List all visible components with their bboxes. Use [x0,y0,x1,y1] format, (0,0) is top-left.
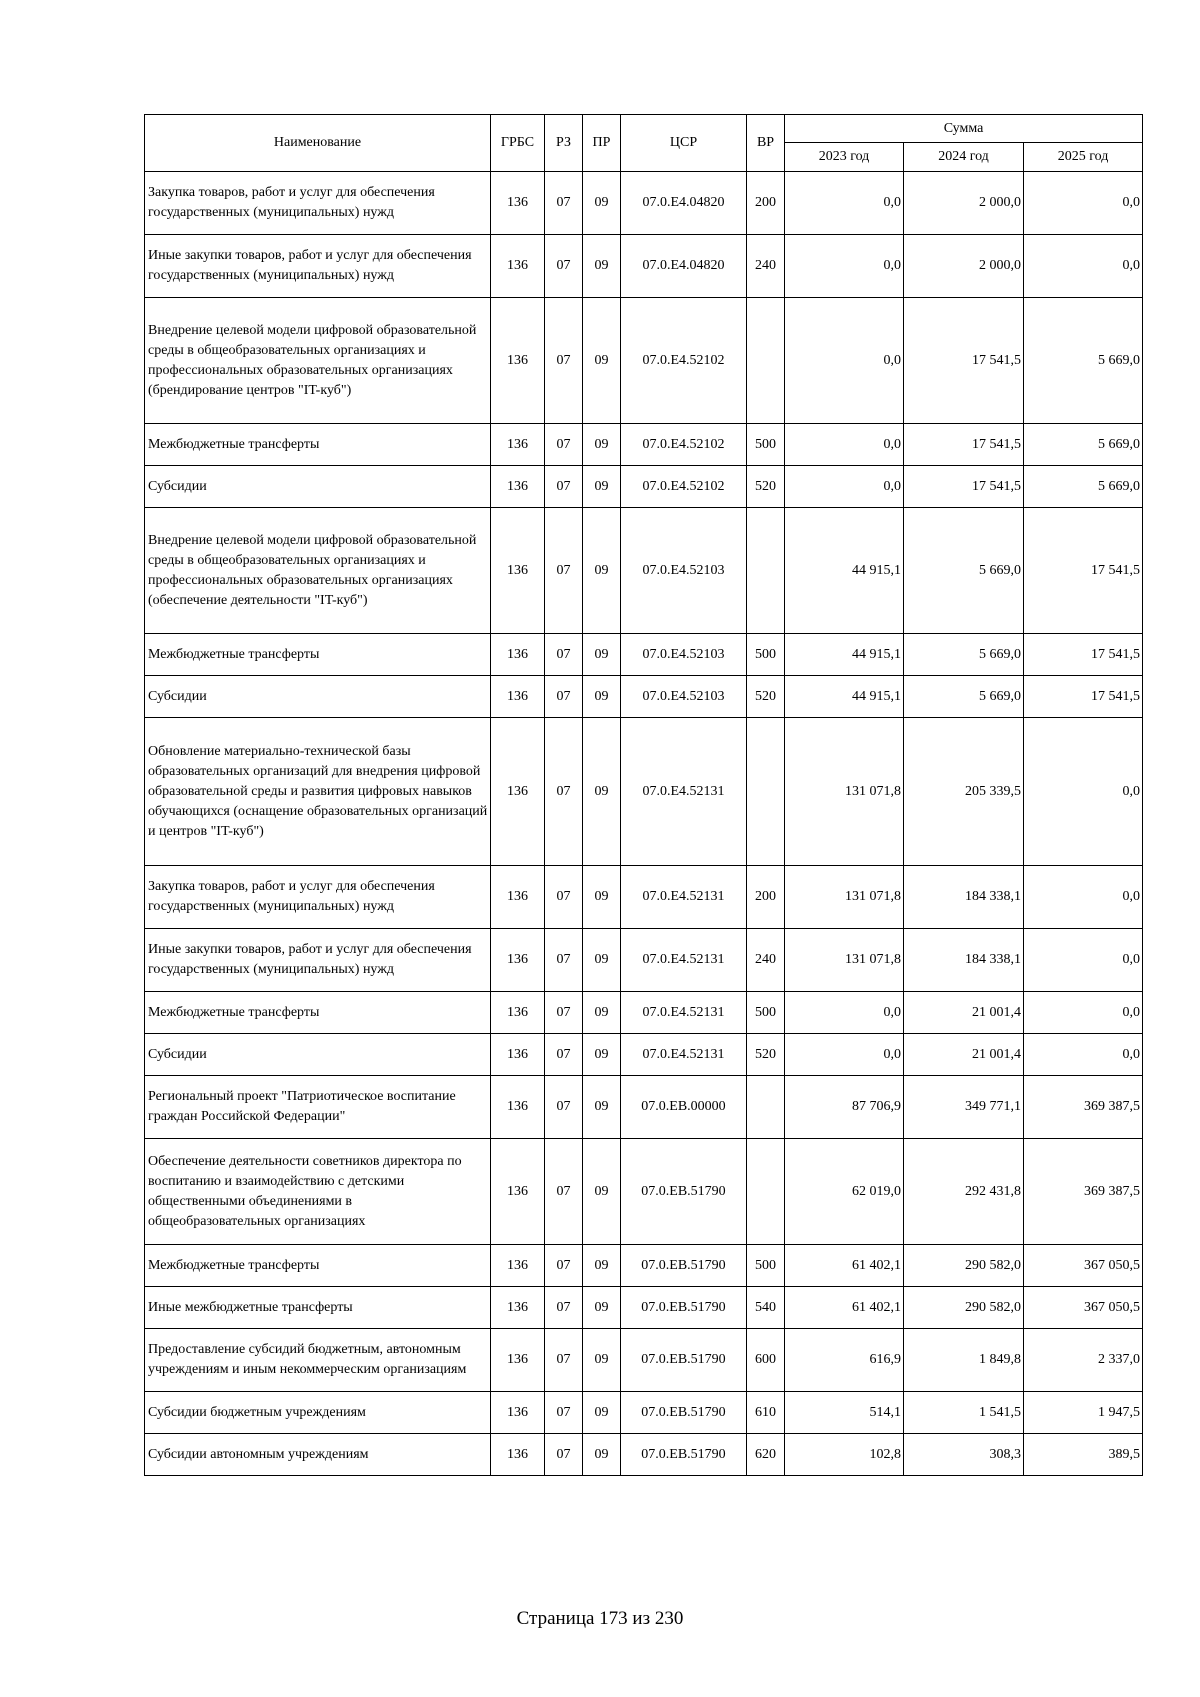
cell-amount-2024: 21 001,4 [904,992,1024,1034]
cell-amount-2023: 0,0 [785,298,904,424]
cell-amount-2023: 0,0 [785,235,904,298]
table-row [145,298,1143,424]
cell-amount-2024: 1 541,5 [904,1392,1024,1434]
cell-name: Внедрение целевой модели цифровой образовательной среды в общеобразовательных организациях и профессиональных образовательных организациях (брендирование центров "IT-куб") [145,298,491,424]
cell-rz: 07 [545,1287,583,1329]
table-row [145,235,1143,298]
table-row [145,1245,1143,1287]
cell-rz: 07 [545,235,583,298]
cell-csr: 07.0.EB.51790 [621,1287,747,1329]
cell-pr: 09 [583,1392,621,1434]
header-pr: ПР [583,115,621,172]
cell-amount-2024: 290 582,0 [904,1245,1024,1287]
budget-table [144,114,1143,1476]
cell-rz: 07 [545,1245,583,1287]
cell-grbs: 136 [491,1139,545,1245]
cell-grbs: 136 [491,1287,545,1329]
table-row [145,866,1143,929]
cell-amount-2025: 0,0 [1024,235,1143,298]
cell-vr: 610 [747,1392,785,1434]
cell-grbs: 136 [491,1076,545,1139]
cell-amount-2025: 0,0 [1024,172,1143,235]
cell-vr: 240 [747,929,785,992]
cell-name: Субсидии [145,1034,491,1076]
cell-amount-2025: 369 387,5 [1024,1076,1143,1139]
cell-amount-2025: 367 050,5 [1024,1287,1143,1329]
cell-rz: 07 [545,424,583,466]
cell-amount-2023: 61 402,1 [785,1287,904,1329]
cell-name: Иные закупки товаров, работ и услуг для обеспечения государственных (муниципальных) нужд [145,235,491,298]
cell-vr: 500 [747,424,785,466]
table-row [145,1076,1143,1139]
cell-vr: 500 [747,992,785,1034]
header-name: Наименование [145,115,491,172]
cell-amount-2025: 0,0 [1024,718,1143,866]
cell-grbs: 136 [491,235,545,298]
cell-pr: 09 [583,1329,621,1392]
table-row [145,466,1143,508]
cell-csr: 07.0.E4.52131 [621,1034,747,1076]
table-row [145,424,1143,466]
cell-name: Внедрение целевой модели цифровой образовательной среды в общеобразовательных организациях и профессиональных образовательных организациях (обеспечение деятельности "IT-куб") [145,508,491,634]
table-row [145,172,1143,235]
cell-vr [747,718,785,866]
cell-amount-2025: 367 050,5 [1024,1245,1143,1287]
table-row [145,1034,1143,1076]
cell-amount-2025: 5 669,0 [1024,424,1143,466]
cell-amount-2024: 184 338,1 [904,866,1024,929]
cell-rz: 07 [545,1392,583,1434]
header-year-2025: 2025 год [1024,143,1143,172]
cell-amount-2024: 1 849,8 [904,1329,1024,1392]
cell-vr: 520 [747,1034,785,1076]
cell-name: Иные закупки товаров, работ и услуг для обеспечения государственных (муниципальных) нужд [145,929,491,992]
cell-vr: 500 [747,634,785,676]
cell-name: Субсидии автономным учреждениям [145,1434,491,1476]
cell-name: Межбюджетные трансферты [145,424,491,466]
page-number: Страница 173 из 230 [516,1608,684,1629]
cell-name: Субсидии [145,676,491,718]
table-row [145,1139,1143,1245]
cell-csr: 07.0.E4.04820 [621,235,747,298]
cell-name: Обеспечение деятельности советников директора по воспитанию и взаимодействию с детскими общественными объединениями в общеобразовательных организациях [145,1139,491,1245]
cell-vr: 240 [747,235,785,298]
header-row-top [145,115,1143,143]
cell-amount-2023: 102,8 [785,1434,904,1476]
cell-pr: 09 [583,1245,621,1287]
cell-amount-2023: 0,0 [785,992,904,1034]
cell-pr: 09 [583,508,621,634]
cell-grbs: 136 [491,1329,545,1392]
cell-amount-2024: 292 431,8 [904,1139,1024,1245]
cell-rz: 07 [545,172,583,235]
cell-csr: 07.0.EB.51790 [621,1329,747,1392]
cell-amount-2023: 87 706,9 [785,1076,904,1139]
cell-rz: 07 [545,929,583,992]
cell-vr [747,298,785,424]
cell-amount-2023: 131 071,8 [785,718,904,866]
cell-csr: 07.0.E4.52102 [621,466,747,508]
cell-rz: 07 [545,866,583,929]
cell-amount-2023: 0,0 [785,424,904,466]
cell-name: Межбюджетные трансферты [145,1245,491,1287]
cell-name: Закупка товаров, работ и услуг для обеспечения государственных (муниципальных) нужд [145,172,491,235]
cell-amount-2025: 17 541,5 [1024,634,1143,676]
cell-amount-2023: 0,0 [785,1034,904,1076]
cell-grbs: 136 [491,508,545,634]
cell-grbs: 136 [491,676,545,718]
cell-amount-2023: 131 071,8 [785,929,904,992]
cell-amount-2025: 0,0 [1024,866,1143,929]
cell-csr: 07.0.E4.52131 [621,718,747,866]
cell-vr: 540 [747,1287,785,1329]
table-row [145,634,1143,676]
cell-csr: 07.0.E4.52131 [621,929,747,992]
cell-rz: 07 [545,718,583,866]
cell-csr: 07.0.E4.52103 [621,508,747,634]
table-row [145,1287,1143,1329]
cell-rz: 07 [545,508,583,634]
cell-amount-2025: 0,0 [1024,992,1143,1034]
cell-amount-2023: 44 915,1 [785,676,904,718]
cell-rz: 07 [545,634,583,676]
cell-amount-2025: 2 337,0 [1024,1329,1143,1392]
cell-name: Межбюджетные трансферты [145,992,491,1034]
cell-grbs: 136 [491,1034,545,1076]
cell-amount-2024: 17 541,5 [904,298,1024,424]
header-vr: ВР [747,115,785,172]
cell-grbs: 136 [491,929,545,992]
cell-pr: 09 [583,866,621,929]
cell-amount-2024: 349 771,1 [904,1076,1024,1139]
cell-amount-2024: 2 000,0 [904,172,1024,235]
cell-csr: 07.0.EB.00000 [621,1076,747,1139]
cell-name: Субсидии бюджетным учреждениям [145,1392,491,1434]
cell-amount-2023: 616,9 [785,1329,904,1392]
cell-csr: 07.0.E4.52131 [621,866,747,929]
cell-vr: 520 [747,466,785,508]
cell-rz: 07 [545,1076,583,1139]
cell-grbs: 136 [491,992,545,1034]
cell-pr: 09 [583,676,621,718]
cell-vr [747,508,785,634]
cell-pr: 09 [583,466,621,508]
cell-amount-2023: 44 915,1 [785,634,904,676]
table-row [145,1329,1143,1392]
cell-amount-2024: 184 338,1 [904,929,1024,992]
cell-grbs: 136 [491,718,545,866]
cell-rz: 07 [545,1329,583,1392]
header-grbs: ГРБС [491,115,545,172]
table-row [145,676,1143,718]
cell-amount-2025: 5 669,0 [1024,298,1143,424]
cell-grbs: 136 [491,298,545,424]
cell-amount-2024: 17 541,5 [904,466,1024,508]
cell-grbs: 136 [491,424,545,466]
cell-csr: 07.0.E4.04820 [621,172,747,235]
cell-grbs: 136 [491,1245,545,1287]
cell-csr: 07.0.E4.52102 [621,424,747,466]
cell-vr: 500 [747,1245,785,1287]
cell-amount-2023: 0,0 [785,466,904,508]
cell-name: Предоставление субсидий бюджетным, автономным учреждениям и иным некоммерческим организациям [145,1329,491,1392]
cell-vr [747,1076,785,1139]
cell-amount-2024: 2 000,0 [904,235,1024,298]
cell-grbs: 136 [491,1434,545,1476]
cell-grbs: 136 [491,466,545,508]
cell-pr: 09 [583,424,621,466]
cell-amount-2025: 0,0 [1024,1034,1143,1076]
table-row [145,718,1143,866]
cell-amount-2025: 369 387,5 [1024,1139,1143,1245]
cell-amount-2025: 17 541,5 [1024,508,1143,634]
cell-csr: 07.0.EB.51790 [621,1392,747,1434]
cell-amount-2024: 290 582,0 [904,1287,1024,1329]
header-year-2023: 2023 год [785,143,904,172]
cell-name: Иные межбюджетные трансферты [145,1287,491,1329]
cell-pr: 09 [583,992,621,1034]
cell-amount-2025: 389,5 [1024,1434,1143,1476]
cell-csr: 07.0.E4.52103 [621,676,747,718]
cell-grbs: 136 [491,1392,545,1434]
cell-amount-2024: 5 669,0 [904,634,1024,676]
cell-vr: 200 [747,172,785,235]
cell-amount-2024: 5 669,0 [904,508,1024,634]
cell-rz: 07 [545,1034,583,1076]
cell-pr: 09 [583,235,621,298]
cell-vr [747,1139,785,1245]
cell-pr: 09 [583,298,621,424]
cell-amount-2025: 17 541,5 [1024,676,1143,718]
cell-amount-2023: 0,0 [785,172,904,235]
cell-name: Региональный проект "Патриотическое воспитание граждан Российской Федерации" [145,1076,491,1139]
cell-amount-2025: 0,0 [1024,929,1143,992]
cell-name: Обновление материально-технической базы образовательных организаций для внедрения цифровой образовательной среды и развития цифровых навыков обучающихся (оснащение образовательных организаций и центров "IT-куб") [145,718,491,866]
table-row [145,1392,1143,1434]
cell-csr: 07.0.EB.51790 [621,1434,747,1476]
table-row [145,508,1143,634]
table-body [145,172,1143,1476]
cell-amount-2023: 131 071,8 [785,866,904,929]
cell-vr: 620 [747,1434,785,1476]
cell-rz: 07 [545,298,583,424]
cell-amount-2024: 308,3 [904,1434,1024,1476]
cell-amount-2025: 5 669,0 [1024,466,1143,508]
cell-amount-2025: 1 947,5 [1024,1392,1143,1434]
cell-amount-2023: 61 402,1 [785,1245,904,1287]
cell-csr: 07.0.EB.51790 [621,1139,747,1245]
table-row [145,929,1143,992]
cell-csr: 07.0.E4.52131 [621,992,747,1034]
cell-amount-2024: 205 339,5 [904,718,1024,866]
cell-pr: 09 [583,1287,621,1329]
cell-rz: 07 [545,992,583,1034]
cell-vr: 520 [747,676,785,718]
table-row [145,992,1143,1034]
header-year-2024: 2024 год [904,143,1024,172]
cell-name: Закупка товаров, работ и услуг для обеспечения государственных (муниципальных) нужд [145,866,491,929]
cell-rz: 07 [545,466,583,508]
cell-pr: 09 [583,172,621,235]
cell-pr: 09 [583,1076,621,1139]
cell-grbs: 136 [491,172,545,235]
cell-amount-2023: 62 019,0 [785,1139,904,1245]
header-rz: РЗ [545,115,583,172]
cell-amount-2023: 44 915,1 [785,508,904,634]
cell-rz: 07 [545,1434,583,1476]
cell-grbs: 136 [491,866,545,929]
cell-csr: 07.0.E4.52102 [621,298,747,424]
cell-csr: 07.0.EB.51790 [621,1245,747,1287]
cell-vr: 600 [747,1329,785,1392]
table-row [145,1434,1143,1476]
cell-amount-2023: 514,1 [785,1392,904,1434]
cell-pr: 09 [583,1139,621,1245]
cell-pr: 09 [583,634,621,676]
cell-csr: 07.0.E4.52103 [621,634,747,676]
header-sum: Сумма [785,115,1143,143]
header-csr: ЦСР [621,115,747,172]
cell-rz: 07 [545,1139,583,1245]
cell-pr: 09 [583,1434,621,1476]
cell-pr: 09 [583,718,621,866]
cell-name: Межбюджетные трансферты [145,634,491,676]
cell-pr: 09 [583,929,621,992]
cell-name: Субсидии [145,466,491,508]
cell-amount-2024: 5 669,0 [904,676,1024,718]
cell-vr: 200 [747,866,785,929]
cell-pr: 09 [583,1034,621,1076]
cell-amount-2024: 17 541,5 [904,424,1024,466]
cell-rz: 07 [545,676,583,718]
cell-amount-2024: 21 001,4 [904,1034,1024,1076]
cell-grbs: 136 [491,634,545,676]
